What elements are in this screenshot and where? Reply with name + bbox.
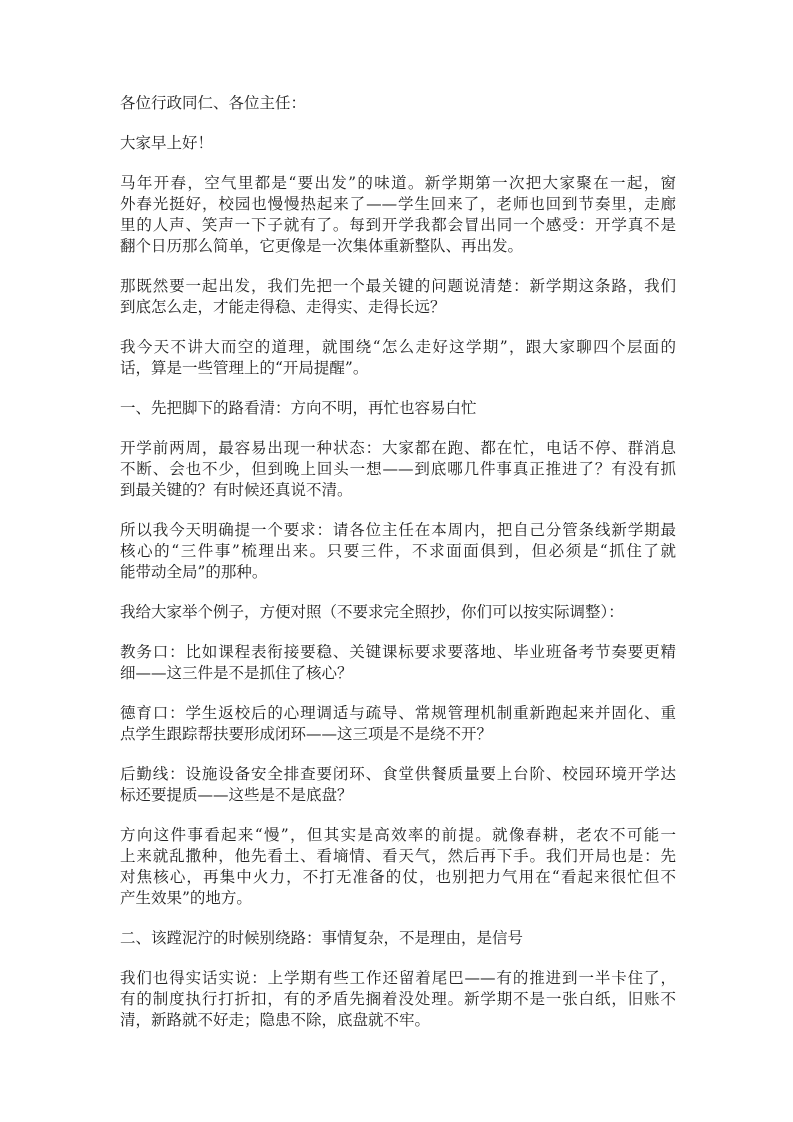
text-line: 开学前两周，最容易出现一种状态：大家都在跑、都在忙，电话不停、群消息 bbox=[120, 439, 676, 457]
text-line: 清，新路就不好走；隐患不除，底盘就不牢。 bbox=[120, 1011, 431, 1029]
text-line: 二、该蹚泥泞的时候别绕路：事情复杂，不是理由，是信号 bbox=[120, 929, 524, 947]
paragraph bbox=[120, 928, 676, 949]
paragraph bbox=[120, 398, 676, 419]
text-line: 那既然要一起出发，我们先把一个最关键的问题说清楚：新学期这条路，我们 bbox=[120, 277, 676, 295]
paragraph bbox=[120, 642, 676, 684]
text-line: 标还要提质——这些是不是底盘？ bbox=[120, 786, 353, 804]
paragraph bbox=[120, 703, 676, 745]
paragraph bbox=[120, 968, 676, 1031]
text-line: 外春光挺好，校园也慢慢热起来了——学生回来了，老师也回到节奏里，走廊 bbox=[120, 195, 676, 213]
paragraph bbox=[120, 173, 676, 257]
text-line: 大家早上好！ bbox=[120, 134, 214, 152]
text-line: 德育口：学生返校后的心理调适与疏导、常规管理机制重新跑起来并固化、重 bbox=[120, 704, 676, 722]
text-line: 点学生跟踪帮扶要形成闭环——这三项是不是绕不开？ bbox=[120, 725, 493, 743]
text-line: 产生效果”的地方。 bbox=[120, 889, 252, 907]
text-line: 里的人声、笑声一下子就有了。每到开学我都会冒出同一个感受：开学真不是 bbox=[120, 216, 676, 234]
paragraph bbox=[120, 276, 676, 318]
text-line: 我给大家举个例子，方便对照（不要求完全照抄，你们可以按实际调整）： bbox=[120, 603, 624, 621]
text-line: 后勤线：设施设备安全排查要闭环、食堂供餐质量要上台阶、校园环境开学达 bbox=[120, 765, 676, 783]
text-line: 细——这三件是不是抓住了核心？ bbox=[120, 664, 353, 682]
text-line: 我今天不讲大而空的道理，就围绕“怎么走好这学期”，跟大家聊四个层面的 bbox=[120, 338, 676, 356]
paragraph bbox=[120, 764, 676, 806]
paragraph bbox=[120, 438, 676, 501]
text-line: 不断、会也不少，但到晚上回头一想——到底哪几件事真正推进了？有没有抓 bbox=[120, 460, 676, 478]
text-line: 教务口：比如课程表衔接要稳、关键课标要求要落地、毕业班备考节奏要更精 bbox=[120, 643, 676, 661]
paragraph bbox=[120, 825, 676, 909]
text-line: 到底怎么走，才能走得稳、走得实、走得长远？ bbox=[120, 298, 446, 316]
paragraph bbox=[120, 337, 676, 379]
text-line: 我们也得实话实说：上学期有些工作还留着尾巴——有的推进到一半卡住了， bbox=[120, 969, 676, 987]
text-line: 马年开春，空气里都是“要出发”的味道。新学期第一次把大家聚在一起，窗 bbox=[120, 174, 676, 192]
paragraph bbox=[120, 133, 676, 154]
text-line: 能带动全局”的那种。 bbox=[120, 563, 268, 581]
paragraph bbox=[120, 93, 676, 114]
paragraph bbox=[120, 520, 676, 583]
text-line: 方向这件事看起来“慢”，但其实是高效率的前提。就像春耕，老农不可能一 bbox=[120, 826, 676, 844]
text-line: 对焦核心，再集中火力，不打无准备的仗，也别把力气用在“看起来很忙但不 bbox=[120, 868, 676, 886]
text-line: 翻个日历那么简单，它更像是一次集体重新整队、再出发。 bbox=[120, 237, 524, 255]
text-line: 上来就乱撒种，他先看土、看墒情、看天气，然后再下手。我们开局也是：先 bbox=[120, 847, 676, 865]
document-body bbox=[120, 93, 676, 1050]
text-line: 有的制度执行打折扣，有的矛盾先搁着没处理。新学期不是一张白纸，旧账不 bbox=[120, 990, 676, 1008]
text-line: 各位行政同仁、各位主任： bbox=[120, 94, 307, 112]
text-line: 到最关键的？有时候还真说不清。 bbox=[120, 481, 353, 499]
paragraph bbox=[120, 602, 676, 623]
text-line: 核心的“三件事”梳理出来。只要三件，不求面面俱到，但必须是“抓住了就 bbox=[120, 542, 676, 560]
text-line: 一、先把脚下的路看清：方向不明，再忙也容易白忙 bbox=[120, 399, 477, 417]
text-line: 话，算是一些管理上的“开局提醒”。 bbox=[120, 359, 369, 377]
text-line: 所以我今天明确提一个要求：请各位主任在本周内，把自己分管条线新学期最 bbox=[120, 521, 676, 539]
